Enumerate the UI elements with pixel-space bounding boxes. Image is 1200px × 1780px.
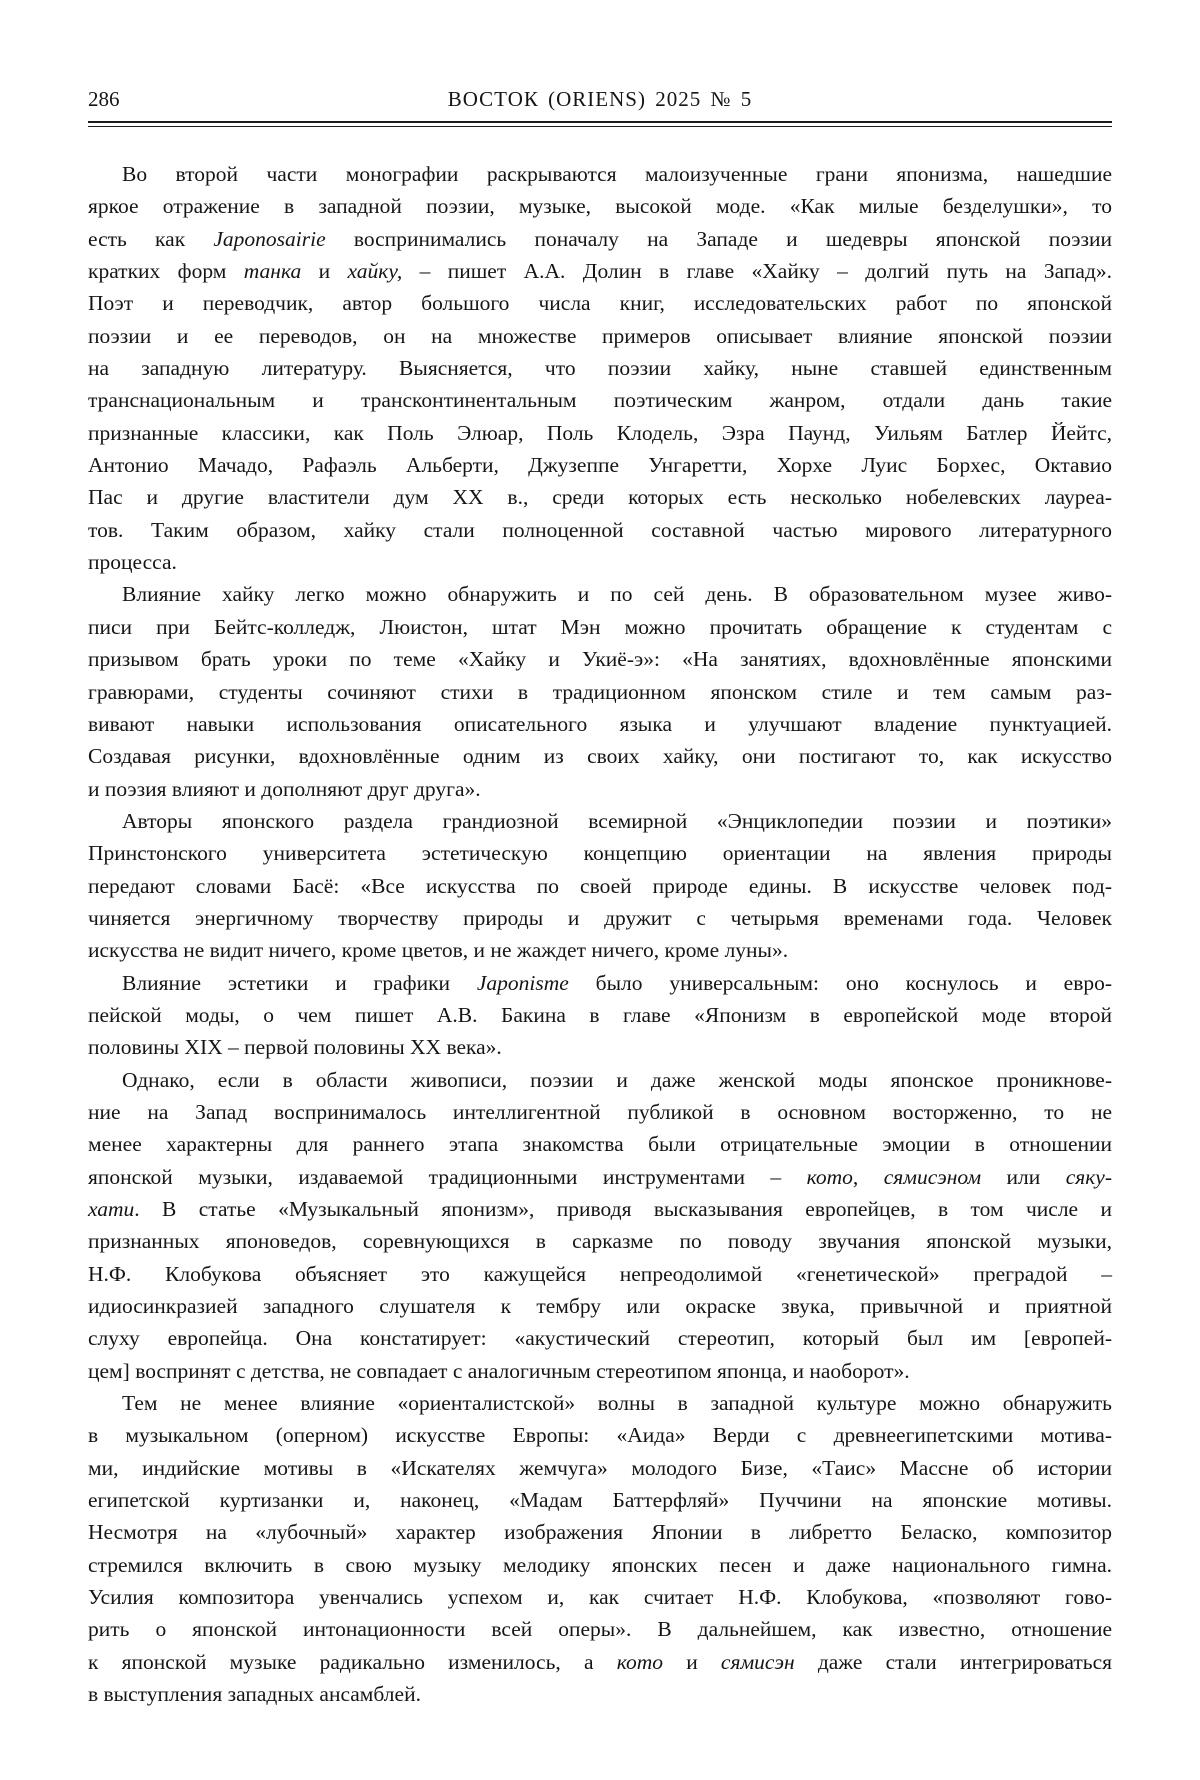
text-line: слуху европейца. Она констатирует: «акустический стереотип, который был им [европей- xyxy=(88,1326,1112,1351)
paragraph xyxy=(88,1387,1112,1710)
text-line: Несмотря на «лубочный» характер изображения Японии в либретто Беласко, композитор xyxy=(88,1520,1112,1545)
text-line: на западную литературу. Выясняется, что поэзии хайку, ныне ставшей единственным xyxy=(88,356,1112,381)
text-line: кратких форм танка и хайку, – пишет А.А. Долин в главе «Хайку – долгий путь на Запад». xyxy=(88,259,1113,284)
text-line: ние на Запад воспринималось интеллигентной публикой в основном восторженно, то не xyxy=(88,1099,1112,1124)
text-line: хати. В статье «Музыкальный японизм», приводя высказывания европейцев, в том числе и xyxy=(88,1197,1112,1221)
text-line: Влияние хайку легко можно обнаружить и по сей день. В образовательном музее живо- xyxy=(122,582,1112,607)
text-line: яркое отражение в западной поэзии, музыке, высокой моде. «Как милые безделушки», то xyxy=(88,194,1112,219)
text-line: ми, индийские мотивы в «Искателях жемчуга» молодого Бизе, «Таис» Массне об истории xyxy=(88,1455,1112,1480)
text-line: в выступления западных ансамблей. xyxy=(88,1682,421,1707)
header-rule xyxy=(88,121,1112,127)
running-title: ВОСТОК (ORIENS) 2025 № 5 xyxy=(447,87,753,111)
text-line: идиосинкразией западного слушателя к тембру или окраске звука, привычной и приятной xyxy=(88,1294,1112,1319)
text-line: пейской моды, о чем пишет А.В. Бакина в главе «Японизм в европейской моде второй xyxy=(88,1002,1112,1027)
text-line: к японской музыке радикально изменилось, а кото и сямисэн даже стали интегрироваться xyxy=(88,1649,1113,1674)
text-line: египетской куртизанки и, наконец, «Мадам Баттерфляй» Пуччини на японские мотивы. xyxy=(88,1488,1112,1513)
text-line: есть как Japonosairie воспринимались поначалу на Западе и шедевры японской поэзии xyxy=(88,226,1112,251)
text-line: Усилия композитора увенчались успехом и, как считает Н.Ф. Клобукова, «позволяют гово- xyxy=(88,1585,1112,1610)
text-line: гравюрами, студенты сочиняют стихи в традиционном японском стиле и тем самым раз- xyxy=(88,679,1112,704)
text-line: транснациональным и трансконтинентальным поэтическим жанром, отдали дань такие xyxy=(88,388,1112,413)
article-body xyxy=(88,158,1112,1711)
paragraph xyxy=(88,967,1112,1064)
text-line: в музыкальном (оперном) искусстве Европы: «Аида» Верди с древнеегипетскими мотива- xyxy=(88,1423,1112,1448)
text-line: Н.Ф. Клобукова объясняет это кажущейся непреодолимой «генетической» преградой – xyxy=(88,1261,1112,1286)
text-line: Авторы японского раздела грандиозной всемирной «Энциклопедии поэзии и поэтики» xyxy=(122,808,1112,833)
text-line: японской музыки, издаваемой традиционными инструментами – кото, сямисэном или сяку- xyxy=(88,1164,1112,1189)
text-line: Пас и другие властители дум XX в., среди которых есть несколько нобелевских лауреа- xyxy=(88,485,1112,510)
text-line: Создавая рисунки, вдохновлённые одним из своих хайку, они постигают то, как искусство xyxy=(88,744,1112,769)
text-line: Тем не менее влияние «ориенталистской» волны в западной культуре можно обнаружить xyxy=(122,1391,1112,1416)
text-line: признанных японоведов, соревнующихся в сарказме по поводу звучания японской музыки, xyxy=(88,1229,1112,1254)
text-line: Поэт и переводчик, автор большого числа книг, исследовательских работ по японской xyxy=(88,291,1112,316)
text-line: чиняется энергичному творчеству природы и дружит с четырьмя временами года. Человек xyxy=(88,905,1112,930)
text-line: вивают навыки использования описательного языка и улучшают владение пунктуацией. xyxy=(88,711,1112,736)
text-line: передают словами Басё: «Все искусства по своей природе едины. В искусстве человек под- xyxy=(88,873,1112,898)
page-number: 286 xyxy=(88,87,120,111)
text-line: призывом брать уроки по теме «Хайку и Укиё-э»: «На занятиях, вдохновлённые японскими xyxy=(88,647,1112,672)
text-line: Во второй части монографии раскрываются малоизученные грани японизма, нашедшие xyxy=(122,162,1112,186)
text-line: цем] воспринят с детства, не совпадает с аналогичным стереотипом японца, и наоборот». xyxy=(88,1358,910,1383)
text-line: тов. Таким образом, хайку стали полноценной составной частью мирового литературного xyxy=(88,517,1112,542)
text-line: стремился включить в свою музыку мелодику японских песен и даже национального гимна. xyxy=(88,1552,1112,1577)
text-line: и поэзия влияют и дополняют друг друга». xyxy=(88,776,481,801)
paragraph xyxy=(88,158,1112,578)
text-line: рить о японской интонационности всей оперы». В дальнейшем, как известно, отношение xyxy=(88,1617,1112,1642)
text-line: Однако, если в области живописи, поэзии и даже женской моды японское проникнове- xyxy=(122,1067,1112,1092)
text-line: Принстонского университета эстетическую концепцию ориентации на явления природы xyxy=(88,841,1112,866)
text-line: писи при Бейтс-колледж, Люистон, штат Мэн можно прочитать обращение к студентам с xyxy=(88,614,1112,639)
text-line: менее характерны для раннего этапа знакомства были отрицательные эмоции в отношении xyxy=(88,1132,1112,1157)
text-line: Влияние эстетики и графики Japonisme было универсальным: оно коснулось и евро- xyxy=(122,970,1113,995)
paragraph xyxy=(88,578,1112,804)
text-line: процесса. xyxy=(88,550,177,575)
text-line: поэзии и ее переводов, он на множестве примеров описывает влияние японской поэзии xyxy=(88,323,1112,348)
running-head xyxy=(88,84,1112,114)
text-line: Антонио Мачадо, Рафаэль Альберти, Джузеппе Унгаретти, Хорхе Луис Борхес, Октавио xyxy=(88,453,1112,478)
text-line: искусства не видит ничего, кроме цветов, и не жаждет ничего, кроме луны». xyxy=(88,938,789,963)
text-line: половины XIX – первой половины XX века». xyxy=(88,1035,502,1060)
paragraph xyxy=(88,1064,1112,1387)
text-line: признанные классики, как Поль Элюар, Поль Клодель, Эзра Паунд, Уильям Батлер Йейтс, xyxy=(88,420,1112,445)
paragraph xyxy=(88,805,1112,967)
